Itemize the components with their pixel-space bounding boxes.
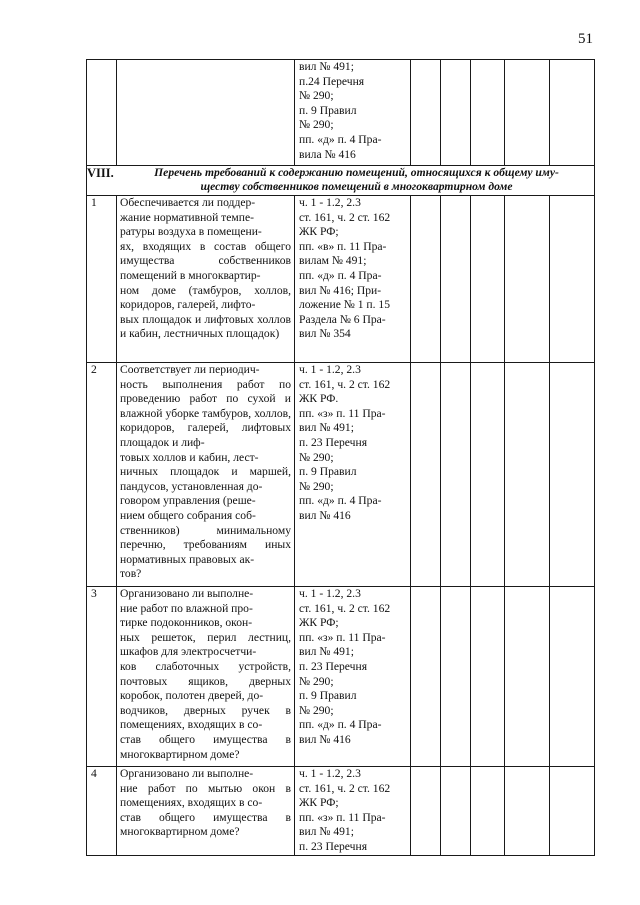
extra-cell <box>550 587 595 767</box>
note-cell <box>505 587 550 767</box>
note-cell <box>505 363 550 587</box>
extra-cell <box>550 363 595 587</box>
extra-cell <box>550 60 595 166</box>
requirements-table <box>86 59 595 856</box>
note-cell <box>505 60 550 166</box>
legal-reference-cell: ч. 1 - 1.2, 2.3 ст. 161, ч. 2 ст. 162 ЖК РФ; пп. «в» п. 11 Пра- вилам № 491; пп. «д» п. 4 Пра- вил № 416; При- ложение № 1 п. 15 Раздела № 6 Пра- вил № 354 <box>295 196 411 363</box>
answer-no-cell <box>441 587 471 767</box>
legal-reference-cell: ч. 1 - 1.2, 2.3 ст. 161, ч. 2 ст. 162 ЖК РФ; пп. «з» п. 11 Пра- вил № 491; п. 23 Перечня № 290; п. 9 Правил № 290; пп. «д» п. 4 Пра- вил № 416 <box>295 587 411 767</box>
answer-no-cell <box>441 363 471 587</box>
question-cell <box>117 60 295 166</box>
answer-yes-cell <box>411 363 441 587</box>
table-row <box>87 767 595 856</box>
answer-no-cell <box>441 60 471 166</box>
answer-na-cell <box>471 60 505 166</box>
answer-yes-cell <box>411 196 441 363</box>
question-cell: Соответствует ли периодич- ность выполнения работ по проведению работ по сухой и влажной уборке тамбуров, холлов, коридоров, галерей, лифтовых площадок и лиф- товых холлов и кабин, лест- ничных площадок и маршей, пандусов, установленная до- говором управления (реше- нием общего собрания соб- ственников) минимальному перечню, требованиям иных нормативных правовых ак- тов? <box>117 363 295 587</box>
answer-yes-cell <box>411 60 441 166</box>
page-number: 51 <box>578 31 593 47</box>
answer-na-cell <box>471 767 505 856</box>
section-number: VIII. <box>87 166 114 180</box>
note-cell <box>505 767 550 856</box>
answer-na-cell <box>471 587 505 767</box>
legal-reference-cell: вил № 491; п.24 Перечня № 290; п. 9 Правил № 290; пп. «д» п. 4 Пра- вила № 416 <box>295 60 411 166</box>
answer-no-cell <box>441 196 471 363</box>
legal-reference-cell: ч. 1 - 1.2, 2.3 ст. 161, ч. 2 ст. 162 ЖК РФ. пп. «з» п. 11 Пра- вил № 491; п. 23 Перечня № 290; п. 9 Правил № 290; пп. «д» п. 4 Пра- вил № 416 <box>295 363 411 587</box>
table-row <box>87 196 595 363</box>
legal-reference-cell: ч. 1 - 1.2, 2.3 ст. 161, ч. 2 ст. 162 ЖК РФ; пп. «з» п. 11 Пра- вил № 491; п. 23 Перечня <box>295 767 411 856</box>
note-cell <box>505 196 550 363</box>
row-number-cell <box>87 60 117 166</box>
question-cell: Организовано ли выполне- ние работ по мытью окон в помещениях, входящих в со- став общего имущества в многоквартирном доме? <box>117 767 295 856</box>
extra-cell <box>550 767 595 856</box>
answer-na-cell <box>471 363 505 587</box>
section-heading-row <box>87 166 595 196</box>
table-row <box>87 363 595 587</box>
question-cell: Обеспечивается ли поддер- жание нормативной темпе- ратуры воздуха в помещени- ях, входящих в состав общего имущества собственников помещений в многоквартир- ном доме (тамбуров, холлов, коридоров, галерей, лифто- вых площадок и лифтовых холлов и кабин, лестничных площадок) <box>117 196 295 363</box>
row-number-cell: 1 <box>87 196 117 363</box>
row-number-cell: 2 <box>87 363 117 587</box>
row-number-cell: 3 <box>87 587 117 767</box>
question-cell: Организовано ли выполне- ние работ по влажной про- тирке подоконников, окон- ных решеток, перил лестниц, шкафов для электросчетчи- ков слаботочных устройств, почтовых ящиков, дверных коробок, полотен дверей, до- водчиков, дверных ручек в помещениях, входящих в со- став общего имущества в многоквартирном доме? <box>117 587 295 767</box>
section-heading-cell <box>87 166 595 196</box>
section-title: Перечень требований к содержанию помещений, относящихся к общему иму- ществу собственников помещений в многоквартирном доме <box>154 166 559 193</box>
table-row <box>87 60 595 166</box>
row-number-cell: 4 <box>87 767 117 856</box>
table-row <box>87 587 595 767</box>
answer-yes-cell <box>411 767 441 856</box>
extra-cell <box>550 196 595 363</box>
answer-na-cell <box>471 196 505 363</box>
answer-yes-cell <box>411 587 441 767</box>
answer-no-cell <box>441 767 471 856</box>
